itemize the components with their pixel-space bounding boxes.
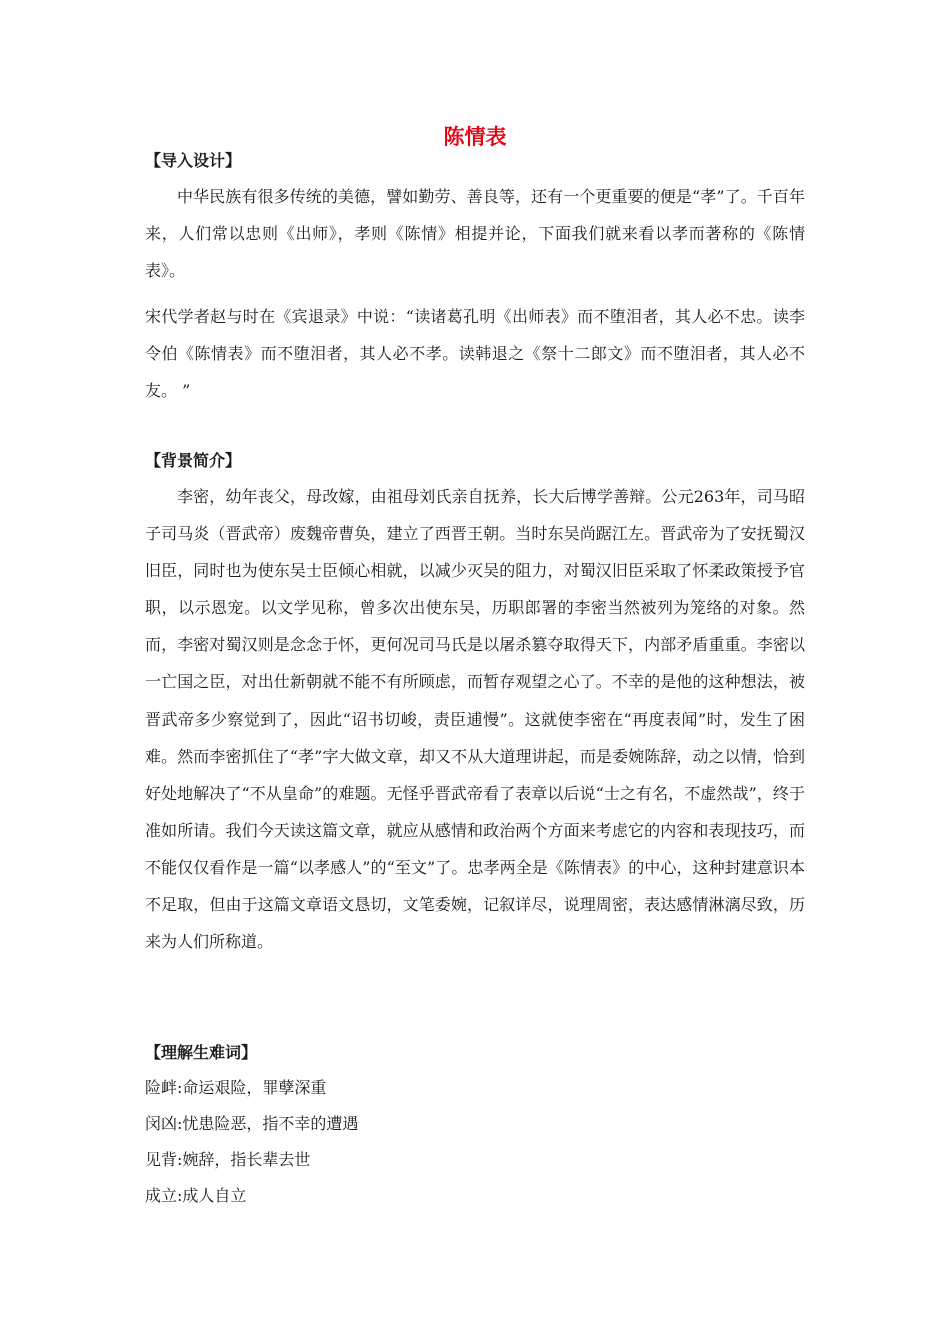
intro-paragraph-2: 宋代学者赵与时在《宾退录》中说：“读诸葛孔明《出师表》而不堕泪者，其人必不忠。读李令伯《陈情表》而不堕泪者，其人必不孝。读韩退之《祭十二郎文》而不堕泪者，其人必不友。 ”	[145, 307, 805, 401]
background-heading: 【背景简介】	[145, 451, 242, 470]
document-title: 陈情表	[443, 125, 507, 149]
vocab-item: 见背:婉辞，指长辈去世	[145, 1150, 311, 1169]
background-paragraph: 李密，幼年丧父，母改嫁，由祖母刘氏亲自抚养，长大后博学善辩。公元263年，司马昭子司马炎（晋武帝）废魏帝曹奂，建立了西晋王朝。当时东吴尚踞江左。晋武帝为了安抚蜀汉旧臣，同时也为使东吴士臣倾心相就，以减少灭吴的阻力，对蜀汉旧臣采取了怀柔政策授予官职，以示恩宠。以文学见称，曾多次出使东吴，历职郎署的李密当然被列为笼络的对象。然而，李密对蜀汉则是念念于怀，更何况司马氏是以屠杀篡夺取得天下，内部矛盾重重。李密以一亡国之臣，对出仕新朝就不能不有所顾虑，而暂存观望之心了。不幸的是他的这种想法，被晋武帝多少察觉到了，因此“诏书切峻，责臣逋慢”。这就使李密在“再度表闻”时，发生了困难。然而李密抓住了“孝”字大做文章，却又不从大道理讲起，而是委婉陈辞，动之以情，恰到好处地解决了“不从皇命”的难题。无怪乎晋武帝看了表章以后说“士之有名，不虚然哉”，终于准如所请。我们今天读这篇文章，就应从感情和政治两个方面来考虑它的内容和表现技巧，而不能仅仅看作是一篇“以孝感人”的“至文”了。忠孝两全是《陈情表》的中心，这种封建意识本不足取，但由于这篇文章语文恳切，文笔委婉，记叙详尽，说理周密，表达感情淋漓尽致，历来为人们所称道。	[145, 487, 805, 952]
vocab-heading: 【理解生难词】	[145, 1043, 258, 1062]
intro-heading: 【导入设计】	[145, 151, 242, 170]
vocab-item: 险衅:命运艰险，罪孽深重	[145, 1078, 327, 1097]
intro-paragraph-1: 中华民族有很多传统的美德，譬如勤劳、善良等，还有一个更重要的便是“孝”了。千百年来，人们常以忠则《出师》，孝则《陈情》相提并论，下面我们就来看以孝而著称的《陈情表》。	[145, 187, 805, 281]
vocab-item: 成立:成人自立	[145, 1186, 247, 1205]
vocab-item: 闵凶:忧患险恶，指不幸的遭遇	[145, 1114, 359, 1133]
